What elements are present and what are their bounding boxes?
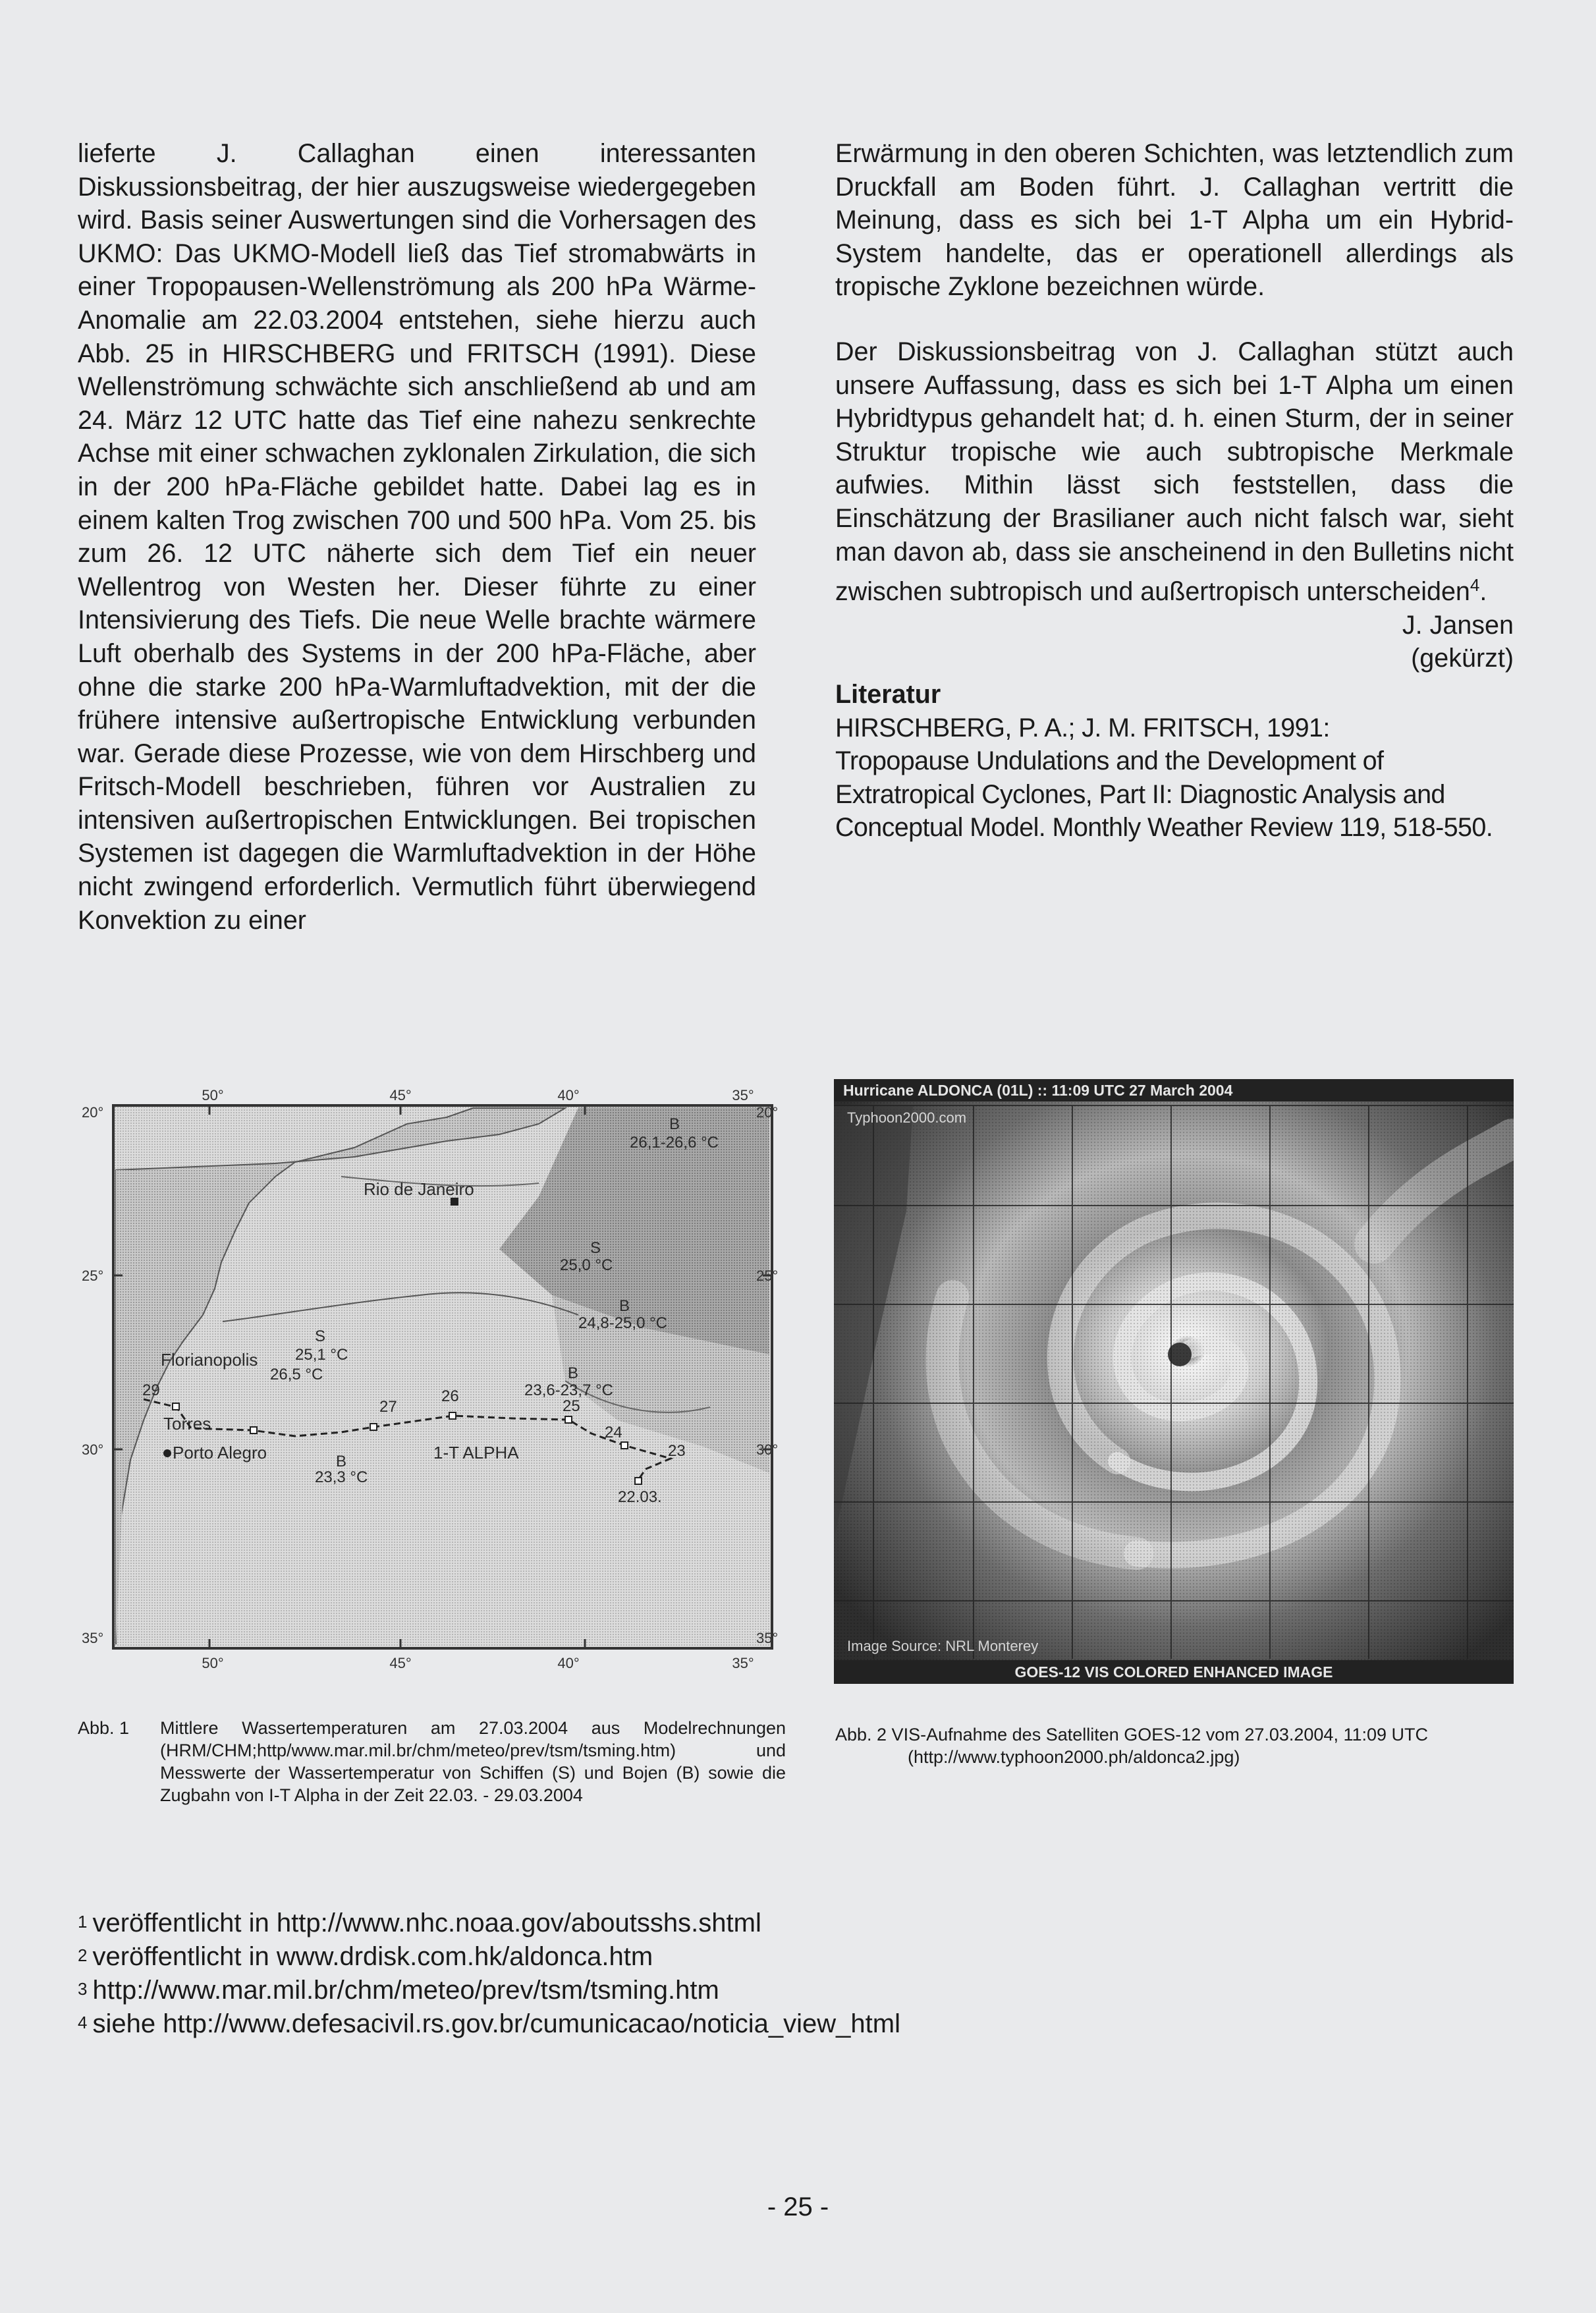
track-day: 26 [441, 1387, 459, 1405]
body-paragraph: lieferte J. Callaghan einen interessanten Diskussionsbeitrag, der hier auszugsweise wiedergegeben wird. Basis seiner Auswertungen sind die Vorhersagen des UKMO: Das UKMO-Modell ließ das Tief stromabwärts in einer Tropopausen-Wellenströmung als 200 hPa Wärme-Anomalie am 22.03.2004 entstehen, siehe hierzu auch Abb. 25 in HIRSCHBERG und FRITSCH (1991). Diese Wellenströmung schwächte sich anschließend ab und am 24. März 12 UTC hatte das Tief eine nahezu senkrechte Achse mit einer schwachen zyklonalen Zirkulation, die sich in der 200 hPa-Fläche gebildet hatte. Dabei lag es in einem kalten Trog zwischen 700 und 500 hPa. Vom 25. bis zum 26. 12 UTC näherte sich dem Tief ein neuer Wellentrog von Westen her. Dieser führte zu einer Intensivierung des Tiefs. Die neue Welle brachte wärmere Luft oberhalb des Systems in der 200 hPa-Fläche, aber ohne die starke 200 hPa-Warmluftadvektion, mit der die frühere intensive außertropische Entwicklung verbunden war. Gerade diese Prozesse, wie von dem Hirschberg und Fritsch-Modell beschrieben, führen vor Australien zu intensiven außertropischen Entwicklungen. Bei tropischen Systemen ist dagegen die Warmluftadvektion in der Höhe nicht zwingend erforderlich. Vermutlich führt überwiegend Konvektion zu einer [78, 139, 756, 935]
measurement-type: S [590, 1239, 601, 1257]
footnote-text: veröffentlicht in www.drdisk.com.hk/aldonca.htm [92, 1942, 653, 1971]
measurement-type: B [619, 1297, 630, 1315]
literature-line: Extratropical Cyclones, Part II: Diagnostic Analysis and [835, 779, 1445, 809]
place-label: Florianopolis [161, 1350, 258, 1370]
footnote [78, 2007, 900, 2041]
image-footer: GOES-12 VIS COLORED ENHANCED IMAGE [1014, 1663, 1333, 1681]
track-day: 23 [668, 1442, 686, 1460]
measurement-type: B [568, 1364, 579, 1382]
city-marker-porto-alegre [163, 1449, 171, 1457]
lon-label: 45° [389, 1087, 412, 1103]
lon-label: 50° [202, 1087, 224, 1103]
lat-label: 30° [82, 1441, 104, 1458]
caption-text: Mittlere Wassertemperaturen am 27.03.2004 aus Modelrechnungen (HRM/CHM;http/www.mar.mil.br/chm/meteo/prev/tsm/tsming.htm) und Messwerte der Wassertemperatur von Schiffen (S) und Bojen (B) sowie die Zugbahn von I-T Alpha in der Zeit 22.03. - 29.03.2004 [160, 1718, 786, 1805]
page-number: - 25 - [767, 2192, 829, 2221]
literature-line: Conceptual Model. Monthly Weather Review 119, 518-550. [835, 813, 1493, 843]
author-note: (gekürzt) [1411, 644, 1514, 673]
measurement-value: 26,1-26,6 °C [630, 1134, 719, 1152]
measurement-value: 26,5 °C [270, 1366, 323, 1383]
lat-label: 25° [756, 1268, 779, 1284]
lat-label: 30° [756, 1441, 779, 1458]
caption-label: Abb. 1 [78, 1718, 130, 1738]
footnote-number: 2 [78, 1945, 88, 1965]
caption-text: Abb. 2 VIS-Aufnahme des Satelliten GOES-12 vom 27.03.2004, 11:09 UTC [835, 1725, 1429, 1744]
right-column [835, 137, 1514, 845]
lat-label: 20° [756, 1104, 779, 1121]
measurement-value: 24,8-25,0 °C [578, 1314, 668, 1332]
image-source: Image Source: NRL Monterey [847, 1638, 1039, 1654]
lat-label: 25° [82, 1268, 104, 1284]
track-day: 24 [605, 1424, 622, 1441]
track-point [449, 1412, 456, 1419]
track-day: 25 [563, 1397, 580, 1415]
track-day: 22.03. [618, 1488, 662, 1506]
measurement-value: 23,3 °C [315, 1468, 368, 1486]
lon-label: 35° [732, 1655, 754, 1671]
track-point [565, 1416, 572, 1423]
footnote [78, 1907, 900, 1940]
body-paragraph [835, 335, 1514, 609]
footnotes [78, 1907, 900, 2041]
lon-label: 40° [557, 1087, 580, 1103]
lat-label: 35° [82, 1630, 104, 1646]
footnote-text: http://www.mar.mil.br/chm/meteo/prev/tsm/tsming.htm [92, 1976, 719, 2005]
image-title: Hurricane ALDONCA (01L) :: 11:09 UTC 27 March 2004 [843, 1082, 1233, 1099]
figure-2-caption [835, 1723, 1527, 1768]
lon-label: 45° [389, 1655, 412, 1671]
lat-label: 35° [756, 1630, 779, 1646]
place-label: Rio de Janeiro [364, 1179, 474, 1199]
literature-heading: Literatur [835, 680, 941, 710]
footnote-text: siehe http://www.defesacivil.rs.gov.br/cumunicacao/noticia_view_html [92, 2009, 900, 2038]
place-label: Porto Alegro [173, 1443, 267, 1463]
footnote [78, 1974, 900, 2007]
measurement-type: B [336, 1453, 347, 1470]
footnote-number: 4 [78, 2013, 88, 2032]
track-point [621, 1442, 628, 1449]
author-signature: J. Jansen [1402, 610, 1514, 640]
lon-label: 35° [732, 1087, 754, 1103]
measurement-value: 23,6-23,7 °C [524, 1381, 614, 1399]
footnote-ref: 4 [1470, 575, 1480, 596]
track-point [173, 1403, 179, 1410]
track-point [370, 1424, 377, 1430]
measurement-value: 25,1 °C [295, 1346, 348, 1364]
track-day: 29 [142, 1381, 160, 1399]
footnote [78, 1940, 900, 1974]
literature-line: Tropopause Undulations and the Development of [835, 746, 1384, 776]
paragraph-end: . [1479, 577, 1487, 607]
footnote-text: veröffentlicht in http://www.nhc.noaa.gov/aboutsshs.shtml [92, 1909, 761, 1937]
track-point [635, 1478, 642, 1484]
place-label: Torres [163, 1414, 211, 1434]
satellite-image [834, 1079, 1514, 1684]
left-column [78, 137, 756, 937]
lat-label: 20° [82, 1104, 104, 1121]
track-day: 27 [379, 1398, 397, 1416]
sea-temperature-map [78, 1078, 784, 1684]
track-point [250, 1427, 257, 1434]
measurement-value: 25,0 °C [560, 1256, 613, 1274]
lon-label: 50° [202, 1655, 224, 1671]
literature-list [835, 711, 1514, 845]
literature-line: HIRSCHBERG, P. A.; J. M. FRITSCH, 1991: [835, 713, 1330, 742]
footnote-number: 1 [78, 1912, 88, 1932]
caption-url: (http://www.typhoon2000.ph/aldonca2.jpg) [908, 1747, 1240, 1767]
storm-label: 1-T ALPHA [433, 1443, 519, 1463]
footnote-number: 3 [78, 1979, 88, 1999]
body-paragraph: Erwärmung in den oberen Schichten, was letztendlich zum Druckfall am Boden führt. J. Callaghan vertritt die Meinung, dass es sich bei 1-T Alpha um ein Hybrid-System handelte, das er operationell allerdings als tropische Zyklone bezeichnen würde. [835, 139, 1514, 302]
paragraph-text: Der Diskussionsbeitrag von J. Callaghan stützt auch unsere Auffassung, dass es sich bei 1-T Alpha um einen Hybridtypus gehandelt hat; d. h. einen Sturm, der in seiner Struktur tropische wie auch subtropische Merkmale aufwies. Mithin lässt sich feststellen, dass die Einschätzung der Brasilianer auch nicht falsch war, sieht man davon ab, dass sie anscheinend in den Bulletins nicht zwischen subtropisch und außertropisch unterscheiden [835, 337, 1514, 607]
measurement-type: B [669, 1115, 680, 1133]
lon-label: 40° [557, 1655, 580, 1671]
measurement-type: S [315, 1327, 326, 1345]
image-watermark: Typhoon2000.com [847, 1109, 967, 1126]
